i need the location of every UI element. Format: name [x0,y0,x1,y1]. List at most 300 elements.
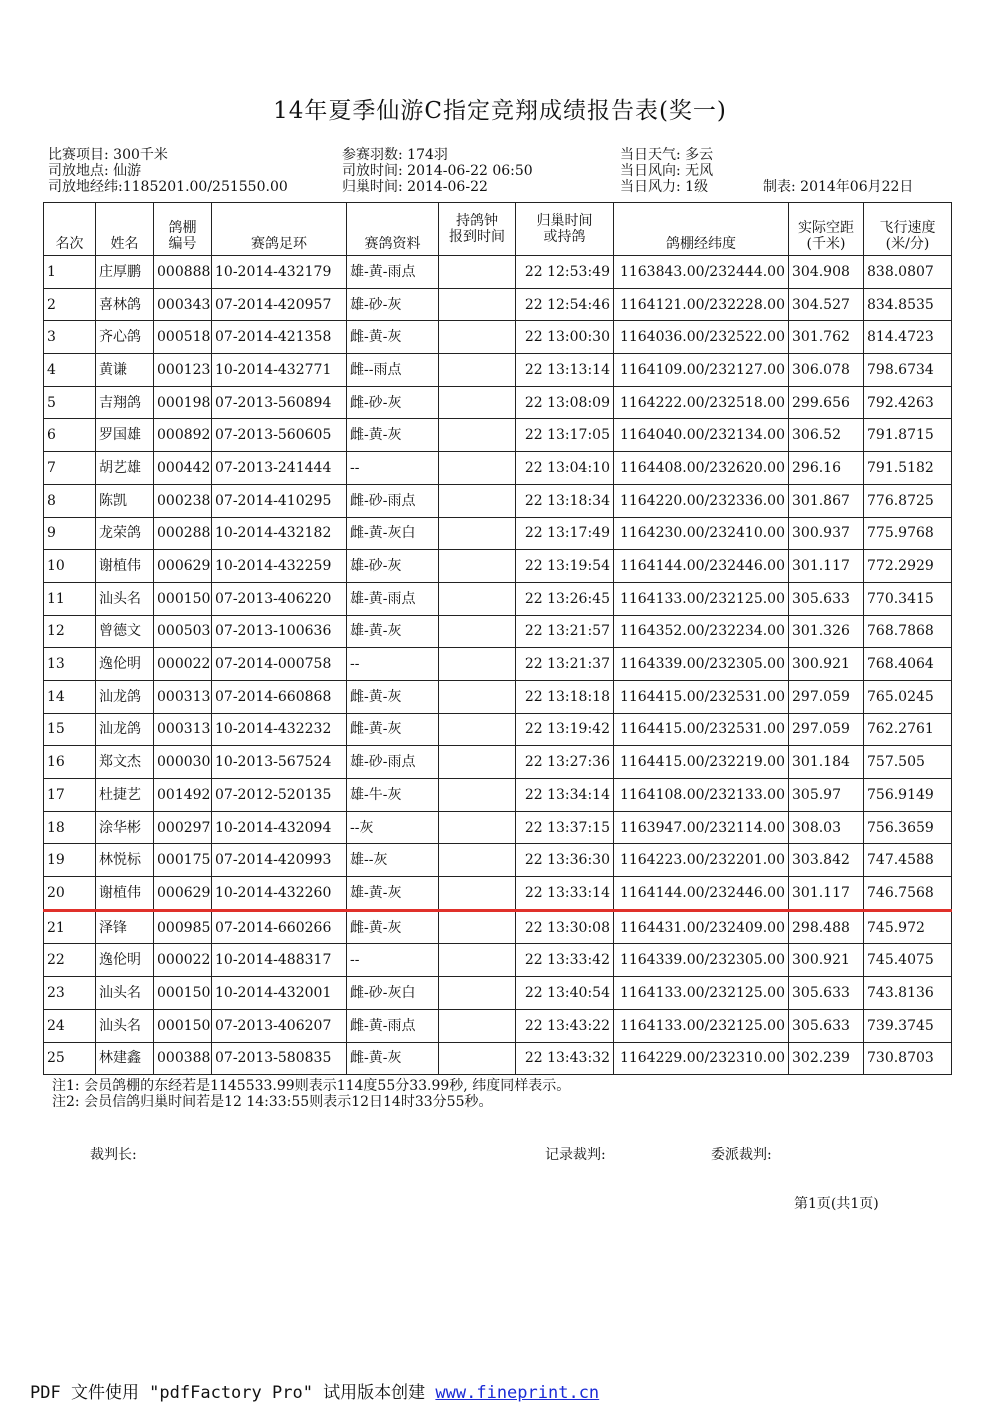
cell-pigeon-info: 雌-砂-灰 [347,386,439,419]
cell-loft-coordinates: 1164109.00/232127.00 [614,354,789,387]
cell-speed: 776.8725 [864,484,952,517]
info-made-by: 制表: 2014年06月22日 [763,179,914,195]
cell-clock-report-time [439,977,516,1010]
cell-return-time: 22 12:53:49 [516,256,614,289]
table-row [44,877,952,911]
table-row [44,354,952,387]
cell-speed: 730.8703 [864,1042,952,1075]
cell-pigeon-info: 雄-黄-雨点 [347,256,439,289]
cell-return-time: 22 13:27:36 [516,746,614,779]
table-header-row [44,203,952,256]
cell-pigeon-info: -- [347,944,439,977]
cell-return-time: 22 13:37:15 [516,811,614,844]
cell-loft-coordinates: 1164339.00/232305.00 [614,648,789,681]
cell-rank: 7 [44,452,96,485]
cell-pigeon-info: 雄-砂-雨点 [347,746,439,779]
cell-loft-id: 000343 [154,288,212,321]
cell-return-time: 22 12:54:46 [516,288,614,321]
cell-name: 谢植伟 [96,877,154,911]
info-wind-direction: 当日风向: 无风 [620,163,714,179]
cell-loft-id: 000030 [154,746,212,779]
cell-clock-report-time [439,321,516,354]
cell-name: 林建鑫 [96,1042,154,1075]
table-row [44,256,952,289]
table-row [44,1042,952,1075]
cell-loft-coordinates: 1164144.00/232446.00 [614,877,789,911]
cell-ring-number: 10-2014-432260 [212,877,347,911]
cell-return-time: 22 13:17:49 [516,517,614,550]
cell-distance: 306.52 [789,419,864,452]
cell-return-time: 22 13:33:14 [516,877,614,911]
pdf-footer [30,1378,599,1403]
table-row [44,944,952,977]
header-pigeon-info: 赛鸽资料 [347,203,439,256]
table-row [44,910,952,944]
note-2: 注2: 会员信鸽归巢时间若是12 14:33:55则表示12日14时33分55秒。 [52,1094,493,1110]
cell-loft-id: 000198 [154,386,212,419]
report-title: 14年夏季仙游C指定竞翔成绩报告表(奖一) [273,98,727,124]
cell-loft-id: 000629 [154,550,212,583]
cell-distance: 303.842 [789,844,864,877]
cell-return-time: 22 13:04:10 [516,452,614,485]
cell-pigeon-info: 雄-砂-灰 [347,288,439,321]
cell-clock-report-time [439,1042,516,1075]
cell-return-time: 22 13:43:22 [516,1009,614,1042]
cell-ring-number: 10-2014-432094 [212,811,347,844]
info-return-date: 归巢时间: 2014-06-22 [342,179,488,195]
table-row [44,1009,952,1042]
header-rank: 名次 [44,203,96,256]
cell-return-time: 22 13:21:37 [516,648,614,681]
info-weather: 当日天气: 多云 [620,147,714,163]
cell-distance: 301.762 [789,321,864,354]
cell-pigeon-info: -- [347,648,439,681]
cell-rank: 13 [44,648,96,681]
cell-loft-coordinates: 1164230.00/232410.00 [614,517,789,550]
cell-speed: 791.5182 [864,452,952,485]
cell-rank: 22 [44,944,96,977]
cell-name: 逸伦明 [96,648,154,681]
cell-loft-coordinates: 1164133.00/232125.00 [614,977,789,1010]
cell-clock-report-time [439,746,516,779]
cell-rank: 2 [44,288,96,321]
table-row [44,484,952,517]
cell-pigeon-info: 雌-黄-灰 [347,321,439,354]
cell-loft-id: 000503 [154,615,212,648]
table-row [44,977,952,1010]
header-loft-id: 鸽棚 编号 [154,203,212,256]
cell-pigeon-info: 雌-黄-灰 [347,1042,439,1075]
cell-rank: 1 [44,256,96,289]
cell-pigeon-info: 雄-牛-灰 [347,779,439,812]
cell-clock-report-time [439,877,516,911]
cell-clock-report-time [439,517,516,550]
cell-return-time: 22 13:26:45 [516,582,614,615]
cell-return-time: 22 13:00:30 [516,321,614,354]
cell-rank: 11 [44,582,96,615]
cell-clock-report-time [439,648,516,681]
cell-loft-coordinates: 1164133.00/232125.00 [614,1009,789,1042]
cell-pigeon-info: --灰 [347,811,439,844]
cell-loft-coordinates: 1164339.00/232305.00 [614,944,789,977]
cell-loft-id: 000629 [154,877,212,911]
cell-loft-id: 000313 [154,713,212,746]
cell-ring-number: 07-2014-420957 [212,288,347,321]
cell-distance: 308.03 [789,811,864,844]
cell-pigeon-info: 雌--雨点 [347,354,439,387]
cell-loft-coordinates: 1164431.00/232409.00 [614,910,789,944]
cell-name: 罗国雄 [96,419,154,452]
cell-rank: 4 [44,354,96,387]
cell-loft-coordinates: 1164133.00/232125.00 [614,582,789,615]
cell-speed: 762.2761 [864,713,952,746]
cell-ring-number: 07-2014-421358 [212,321,347,354]
cell-return-time: 22 13:40:54 [516,977,614,1010]
cell-clock-report-time [439,811,516,844]
cell-distance: 305.633 [789,1009,864,1042]
header-ring-number: 赛鸽足环 [212,203,347,256]
cell-rank: 19 [44,844,96,877]
cell-loft-coordinates: 1164415.00/232531.00 [614,713,789,746]
cell-distance: 298.488 [789,910,864,944]
cell-pigeon-info: 雄--灰 [347,844,439,877]
table-row [44,321,952,354]
cell-name: 汕龙鸽 [96,713,154,746]
cell-pigeon-info: 雌-黄-灰 [347,713,439,746]
cell-name: 齐心鸽 [96,321,154,354]
cell-speed: 745.4075 [864,944,952,977]
cell-name: 郑文杰 [96,746,154,779]
cell-loft-coordinates: 1164223.00/232201.00 [614,844,789,877]
table-row [44,419,952,452]
cell-speed: 756.9149 [864,779,952,812]
cell-pigeon-info: 雄-黄-灰 [347,615,439,648]
cell-speed: 798.6734 [864,354,952,387]
cell-ring-number: 10-2014-432771 [212,354,347,387]
cell-loft-coordinates: 1164352.00/232234.00 [614,615,789,648]
cell-speed: 834.8535 [864,288,952,321]
info-wind-force: 当日风力: 1级 [620,179,709,195]
cell-loft-id: 000150 [154,977,212,1010]
cell-ring-number: 10-2014-488317 [212,944,347,977]
info-entries: 参赛羽数: 174羽 [342,147,448,163]
info-column-time [342,147,533,195]
cell-distance: 301.117 [789,550,864,583]
cell-clock-report-time [439,354,516,387]
cell-loft-coordinates: 1164220.00/232336.00 [614,484,789,517]
table-row [44,811,952,844]
cell-clock-report-time [439,582,516,615]
cell-name: 杜捷艺 [96,779,154,812]
info-event: 比赛项目: 300千米 [48,147,168,163]
cell-ring-number: 07-2013-580835 [212,1042,347,1075]
cell-distance: 304.527 [789,288,864,321]
cell-loft-id: 000022 [154,944,212,977]
cell-rank: 3 [44,321,96,354]
table-row [44,288,952,321]
cell-loft-coordinates: 1163843.00/232444.00 [614,256,789,289]
cell-distance: 301.184 [789,746,864,779]
cell-loft-coordinates: 1164415.00/232219.00 [614,746,789,779]
cell-loft-coordinates: 1164108.00/232133.00 [614,779,789,812]
cell-pigeon-info: 雌-黄-灰 [347,910,439,944]
cell-distance: 301.117 [789,877,864,911]
cell-loft-id: 000150 [154,1009,212,1042]
cell-speed: 792.4263 [864,386,952,419]
cell-speed: 768.7868 [864,615,952,648]
cell-clock-report-time [439,944,516,977]
cell-rank: 17 [44,779,96,812]
cell-loft-id: 000388 [154,1042,212,1075]
cell-ring-number: 07-2014-660266 [212,910,347,944]
cell-return-time: 22 13:34:14 [516,779,614,812]
cell-rank: 25 [44,1042,96,1075]
table-row [44,779,952,812]
cell-ring-number: 07-2014-410295 [212,484,347,517]
cell-return-time: 22 13:43:32 [516,1042,614,1075]
page-number: 第1页(共1页) [794,1196,879,1212]
cell-return-time: 22 13:19:42 [516,713,614,746]
cell-pigeon-info: 雌-黄-灰 [347,680,439,713]
header-loft-coordinates: 鸽棚经纬度 [614,203,789,256]
cell-return-time: 22 13:33:42 [516,944,614,977]
cell-name: 汕头名 [96,977,154,1010]
header-distance: 实际空距 (千米) [789,203,864,256]
cell-speed: 756.3659 [864,811,952,844]
notes [52,1078,570,1110]
cell-clock-report-time [439,484,516,517]
footer-link[interactable]: www.fineprint.cn [435,1383,600,1403]
recording-referee-label: 记录裁判: [545,1147,606,1163]
cell-speed: 745.972 [864,910,952,944]
cell-clock-report-time [439,419,516,452]
cell-speed: 739.3745 [864,1009,952,1042]
cell-speed: 746.7568 [864,877,952,911]
table-row [44,615,952,648]
cell-ring-number: 07-2013-241444 [212,452,347,485]
cell-rank: 23 [44,977,96,1010]
cell-pigeon-info: 雌-黄-灰 [347,419,439,452]
cell-rank: 12 [44,615,96,648]
cell-clock-report-time [439,452,516,485]
cell-loft-id: 000175 [154,844,212,877]
delegated-referee-label: 委派裁判: [711,1147,772,1163]
cell-loft-coordinates: 1164408.00/232620.00 [614,452,789,485]
cell-return-time: 22 13:21:57 [516,615,614,648]
cell-return-time: 22 13:13:14 [516,354,614,387]
cell-distance: 306.078 [789,354,864,387]
cell-speed: 743.8136 [864,977,952,1010]
info-release-time: 司放时间: 2014-06-22 06:50 [342,163,533,179]
cell-name: 谢植伟 [96,550,154,583]
cell-rank: 8 [44,484,96,517]
cell-pigeon-info: 雄-黄-雨点 [347,582,439,615]
cell-speed: 768.4064 [864,648,952,681]
cell-loft-id: 000297 [154,811,212,844]
cell-distance: 305.633 [789,582,864,615]
cell-speed: 791.8715 [864,419,952,452]
cell-rank: 20 [44,877,96,911]
cell-loft-coordinates: 1164040.00/232134.00 [614,419,789,452]
cell-pigeon-info: 雄-黄-灰 [347,877,439,911]
cell-ring-number: 07-2013-560605 [212,419,347,452]
cell-return-time: 22 13:08:09 [516,386,614,419]
cell-clock-report-time [439,615,516,648]
cell-loft-id: 000150 [154,582,212,615]
cell-clock-report-time [439,779,516,812]
cell-speed: 814.4723 [864,321,952,354]
results-table [43,202,952,1075]
table-row [44,550,952,583]
cell-distance: 305.633 [789,977,864,1010]
cell-ring-number: 07-2013-406220 [212,582,347,615]
cell-name: 吉翔鸽 [96,386,154,419]
cell-ring-number: 10-2014-432232 [212,713,347,746]
header-return-time: 归巢时间 或持鸽 [516,203,614,256]
cell-name: 汕头名 [96,582,154,615]
note-1: 注1: 会员鸽棚的东经若是1145533.99则表示114度55分33.99秒, 纬度同样表示。 [52,1078,571,1094]
cell-loft-id: 001492 [154,779,212,812]
cell-loft-coordinates: 1163947.00/232114.00 [614,811,789,844]
cell-loft-coordinates: 1164121.00/232228.00 [614,288,789,321]
cell-name: 逸伦明 [96,944,154,977]
cell-return-time: 22 13:18:34 [516,484,614,517]
cell-distance: 302.239 [789,1042,864,1075]
table-row [44,680,952,713]
cell-ring-number: 07-2013-100636 [212,615,347,648]
cell-clock-report-time [439,844,516,877]
info-release-site: 司放地点: 仙游 [48,163,142,179]
table-row [44,648,952,681]
chief-referee-label: 裁判长: [90,1147,137,1163]
cell-name: 黄谦 [96,354,154,387]
cell-name: 陈凯 [96,484,154,517]
cell-loft-id: 000313 [154,680,212,713]
cell-return-time: 22 13:17:05 [516,419,614,452]
cell-rank: 5 [44,386,96,419]
cell-rank: 24 [44,1009,96,1042]
cell-loft-coordinates: 1164036.00/232522.00 [614,321,789,354]
table-body [44,256,952,1075]
cell-loft-id: 000238 [154,484,212,517]
cell-name: 泽锋 [96,910,154,944]
table-row [44,746,952,779]
cell-speed: 838.0807 [864,256,952,289]
info-column-weather [620,147,713,195]
cell-rank: 14 [44,680,96,713]
cell-distance: 300.937 [789,517,864,550]
cell-pigeon-info: 雌-砂-灰白 [347,977,439,1010]
cell-ring-number: 07-2014-420993 [212,844,347,877]
cell-rank: 15 [44,713,96,746]
cell-rank: 6 [44,419,96,452]
cell-clock-report-time [439,256,516,289]
cell-distance: 300.921 [789,648,864,681]
cell-speed: 772.2929 [864,550,952,583]
cell-ring-number: 07-2012-520135 [212,779,347,812]
cell-return-time: 22 13:36:30 [516,844,614,877]
cell-rank: 9 [44,517,96,550]
cell-pigeon-info: 雌-砂-雨点 [347,484,439,517]
info-release-coords: 司放地经纬:1185201.00/251550.00 [48,179,288,195]
cell-distance: 301.867 [789,484,864,517]
cell-return-time: 22 13:19:54 [516,550,614,583]
cell-name: 汕龙鸽 [96,680,154,713]
table-row [44,452,952,485]
cell-distance: 305.97 [789,779,864,812]
cell-name: 曾德文 [96,615,154,648]
cell-ring-number: 07-2013-560894 [212,386,347,419]
cell-loft-coordinates: 1164415.00/232531.00 [614,680,789,713]
cell-ring-number: 07-2014-660868 [212,680,347,713]
cell-ring-number: 10-2014-432259 [212,550,347,583]
cell-name: 庄厚鹏 [96,256,154,289]
table-row [44,713,952,746]
cell-ring-number: 10-2014-432001 [212,977,347,1010]
cell-pigeon-info: 雄-砂-灰 [347,550,439,583]
table-row [44,517,952,550]
cell-loft-id: 000442 [154,452,212,485]
cell-rank: 21 [44,910,96,944]
cell-loft-coordinates: 1164144.00/232446.00 [614,550,789,583]
cell-speed: 765.0245 [864,680,952,713]
cell-speed: 775.9768 [864,517,952,550]
cell-return-time: 22 13:18:18 [516,680,614,713]
cell-pigeon-info: -- [347,452,439,485]
cell-clock-report-time [439,550,516,583]
cell-clock-report-time [439,910,516,944]
cell-loft-coordinates: 1164229.00/232310.00 [614,1042,789,1075]
cell-distance: 296.16 [789,452,864,485]
cell-ring-number: 07-2014-000758 [212,648,347,681]
cell-name: 龙荣鸽 [96,517,154,550]
cell-loft-coordinates: 1164222.00/232518.00 [614,386,789,419]
cell-distance: 304.908 [789,256,864,289]
cell-loft-id: 000288 [154,517,212,550]
cell-name: 喜林鸽 [96,288,154,321]
cell-name: 涂华彬 [96,811,154,844]
header-speed: 飞行速度 (米/分) [864,203,952,256]
table-row [44,386,952,419]
cell-clock-report-time [439,680,516,713]
cell-distance: 300.921 [789,944,864,977]
cell-ring-number: 10-2013-567524 [212,746,347,779]
cell-distance: 299.656 [789,386,864,419]
cell-pigeon-info: 雌-黄-雨点 [347,1009,439,1042]
header-clock-report-time: 持鸽钟 报到时间 [439,203,516,256]
cell-speed: 757.505 [864,746,952,779]
cell-loft-id: 000892 [154,419,212,452]
cell-loft-id: 000123 [154,354,212,387]
cell-rank: 10 [44,550,96,583]
cell-rank: 18 [44,811,96,844]
cell-ring-number: 10-2014-432182 [212,517,347,550]
cell-clock-report-time [439,713,516,746]
header-name: 姓名 [96,203,154,256]
table-row [44,844,952,877]
cell-speed: 770.3415 [864,582,952,615]
cell-ring-number: 07-2013-406207 [212,1009,347,1042]
cell-loft-id: 000985 [154,910,212,944]
cell-loft-id: 000888 [154,256,212,289]
footer-text: PDF 文件使用 "pdfFactory Pro" 试用版本创建 [30,1383,436,1403]
cell-loft-id: 000518 [154,321,212,354]
cell-clock-report-time [439,1009,516,1042]
cell-name: 胡艺雄 [96,452,154,485]
cell-clock-report-time [439,288,516,321]
cell-loft-id: 000022 [154,648,212,681]
table-row [44,582,952,615]
